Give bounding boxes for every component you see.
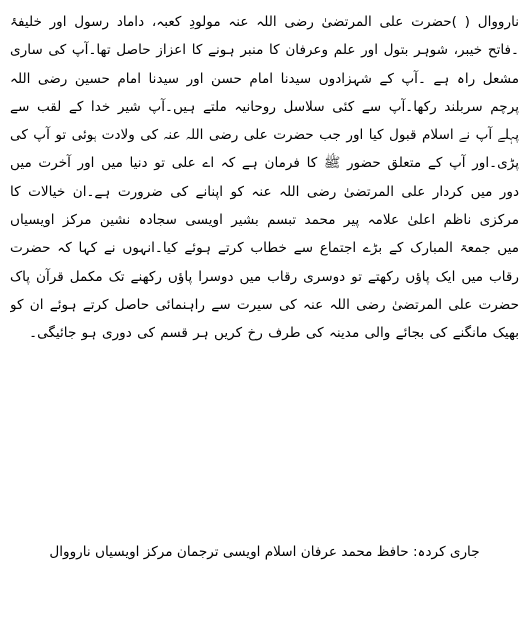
article-line-11: حضرت علی المرتضیٰ رضی اللہ عنہ کی سیرت سے راہنمائی حاصل کرتے ہوئے ان کو	[10, 296, 519, 313]
article-line-7: دور میں کردار علی المرتضیٰ رضی اللہ عنہ کو اپنانے کی ضرورت ہے۔ان خیالات کا	[10, 183, 519, 200]
article-line-4: پرچم سربلند رکھا۔آپ سے کئی سلاسل روحانیہ ملتے ہیں۔آپ شیر خدا کے لقب سے	[10, 98, 519, 115]
article-line-5: پہلے آپ نے اسلام قبول کیا اور جب حضرت علی رضی اللہ عنہ کی ولادت ہوئی تو آپ کی	[10, 127, 519, 144]
article-line-1: نارووال ( )حضرت علی المرتضیٰ رضی اللہ عنہ مولودِ کعبہ، داماد رسول اور خلیفۂ	[10, 14, 519, 30]
article-line-12: بھیک مانگنے کی بجائے والی مدینہ کی طرف رخ کریں ہر قسم کی دوری ہو جائیگی۔	[29, 325, 519, 342]
article-line-8: مرکزی ناظم اعلیٰ علامہ پیر محمد تبسم بشیر اویسی سجادہ نشین مرکز اویسیاں	[10, 212, 519, 229]
article-line-9: میں جمعۃ المبارک کے بڑے اجتماع سے خطاب کرتے ہوئے کیا۔انہوں نے کہا کہ حضرت	[10, 240, 519, 257]
article-line-3: مشعل راہ ہے ۔آپ کے شہزادوں سیدنا امام حسن اور سیدنا امام حسین رضی اللہ	[10, 70, 519, 87]
article-body	[10, 8, 519, 348]
article-line-2: ۔فاتح خیبر، شوہر بتول اور علم وعرفان کا منبر ہونے کا اعزاز حاصل تھا۔آپ کی ساری	[10, 42, 519, 59]
article-line-6: پڑی۔اور آپ کے متعلق حضور ﷺ کا فرمان ہے کہ اے علی تو دنیا میں اور آخرت میں	[10, 155, 519, 172]
article-line-10: رقاب میں ایک پاؤں رکھتے تو دوسری رقاب میں دوسرا پاؤں رکھنے تک مکمل قرآن پاک	[10, 268, 519, 285]
issued-by-footer: جاری کردہ: حافظ محمد عرفان اسلام اویسی ترجمان مرکز اویسیاں نارووال	[49, 544, 480, 560]
